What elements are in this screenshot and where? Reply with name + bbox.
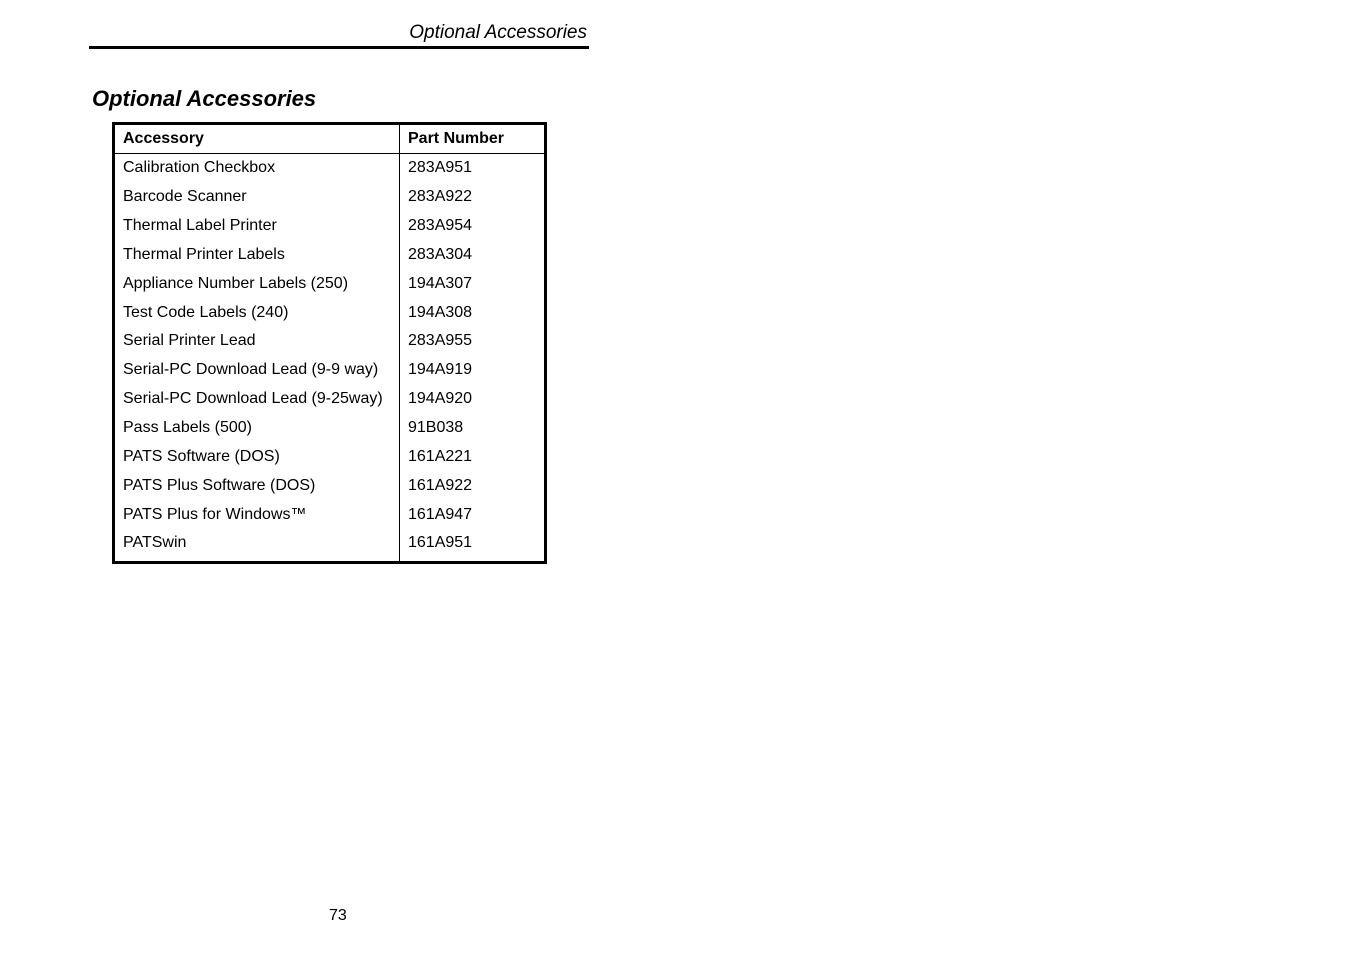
accessory-cell: PATS Software (DOS) (114, 442, 400, 471)
page-number: 73 (329, 907, 347, 924)
running-header (89, 20, 589, 49)
accessory-cell: Thermal Label Printer (114, 212, 400, 241)
part-number-cell: 194A920 (408, 390, 473, 408)
part-number-cell: 283A951 (408, 159, 473, 177)
table-header-row (114, 124, 546, 154)
part-number-cell: 283A304 (408, 245, 473, 263)
part-number-cell: 161A221 (408, 447, 473, 465)
part-number-cell: 194A307 (408, 274, 473, 292)
accessory-cell: PATS Plus for Windows™ (114, 500, 400, 529)
accessory-cell: Serial-PC Download Lead (9-9 way) (114, 356, 400, 385)
accessory-cell: Pass Labels (500) (114, 414, 400, 443)
table-row (114, 183, 546, 212)
column-header-part-number: Part Number (400, 124, 546, 154)
part-number-cell: 194A919 (408, 361, 473, 379)
accessory-cell: PATSwin (114, 529, 400, 562)
table-row (114, 154, 546, 183)
part-number-cell: 283A955 (408, 332, 473, 350)
table-row (114, 471, 546, 500)
table-row (114, 356, 546, 385)
part-number-cell: 283A922 (408, 188, 473, 206)
table-row (114, 414, 546, 443)
accessory-cell: Serial-PC Download Lead (9-25way) (114, 385, 400, 414)
table-row (114, 327, 546, 356)
accessory-cell: Appliance Number Labels (250) (114, 269, 400, 298)
section-title: Optional Accessories (92, 86, 317, 111)
part-number-cell: 161A951 (408, 534, 473, 552)
table-row (114, 269, 546, 298)
part-number-cell: 194A308 (408, 303, 473, 321)
table-row (114, 442, 546, 471)
accessory-cell: PATS Plus Software (DOS) (114, 471, 400, 500)
part-number-cell: 161A947 (408, 505, 473, 523)
part-number-cell: 91B038 (408, 419, 464, 437)
accessory-cell: Thermal Printer Labels (114, 241, 400, 270)
accessory-cell: Barcode Scanner (114, 183, 400, 212)
table-row (114, 500, 546, 529)
column-header-accessory: Accessory (114, 124, 400, 154)
accessory-cell: Calibration Checkbox (114, 154, 400, 183)
table-row (114, 212, 546, 241)
table-row (114, 298, 546, 327)
table-row (114, 529, 546, 562)
table-row (114, 241, 546, 270)
accessory-cell: Test Code Labels (240) (114, 298, 400, 327)
running-header-title: Optional Accessories (409, 22, 587, 43)
part-number-cell: 161A922 (408, 476, 473, 494)
part-number-cell: 283A954 (408, 217, 473, 235)
accessory-cell: Serial Printer Lead (114, 327, 400, 356)
table-row (114, 385, 546, 414)
accessories-table (112, 122, 547, 564)
